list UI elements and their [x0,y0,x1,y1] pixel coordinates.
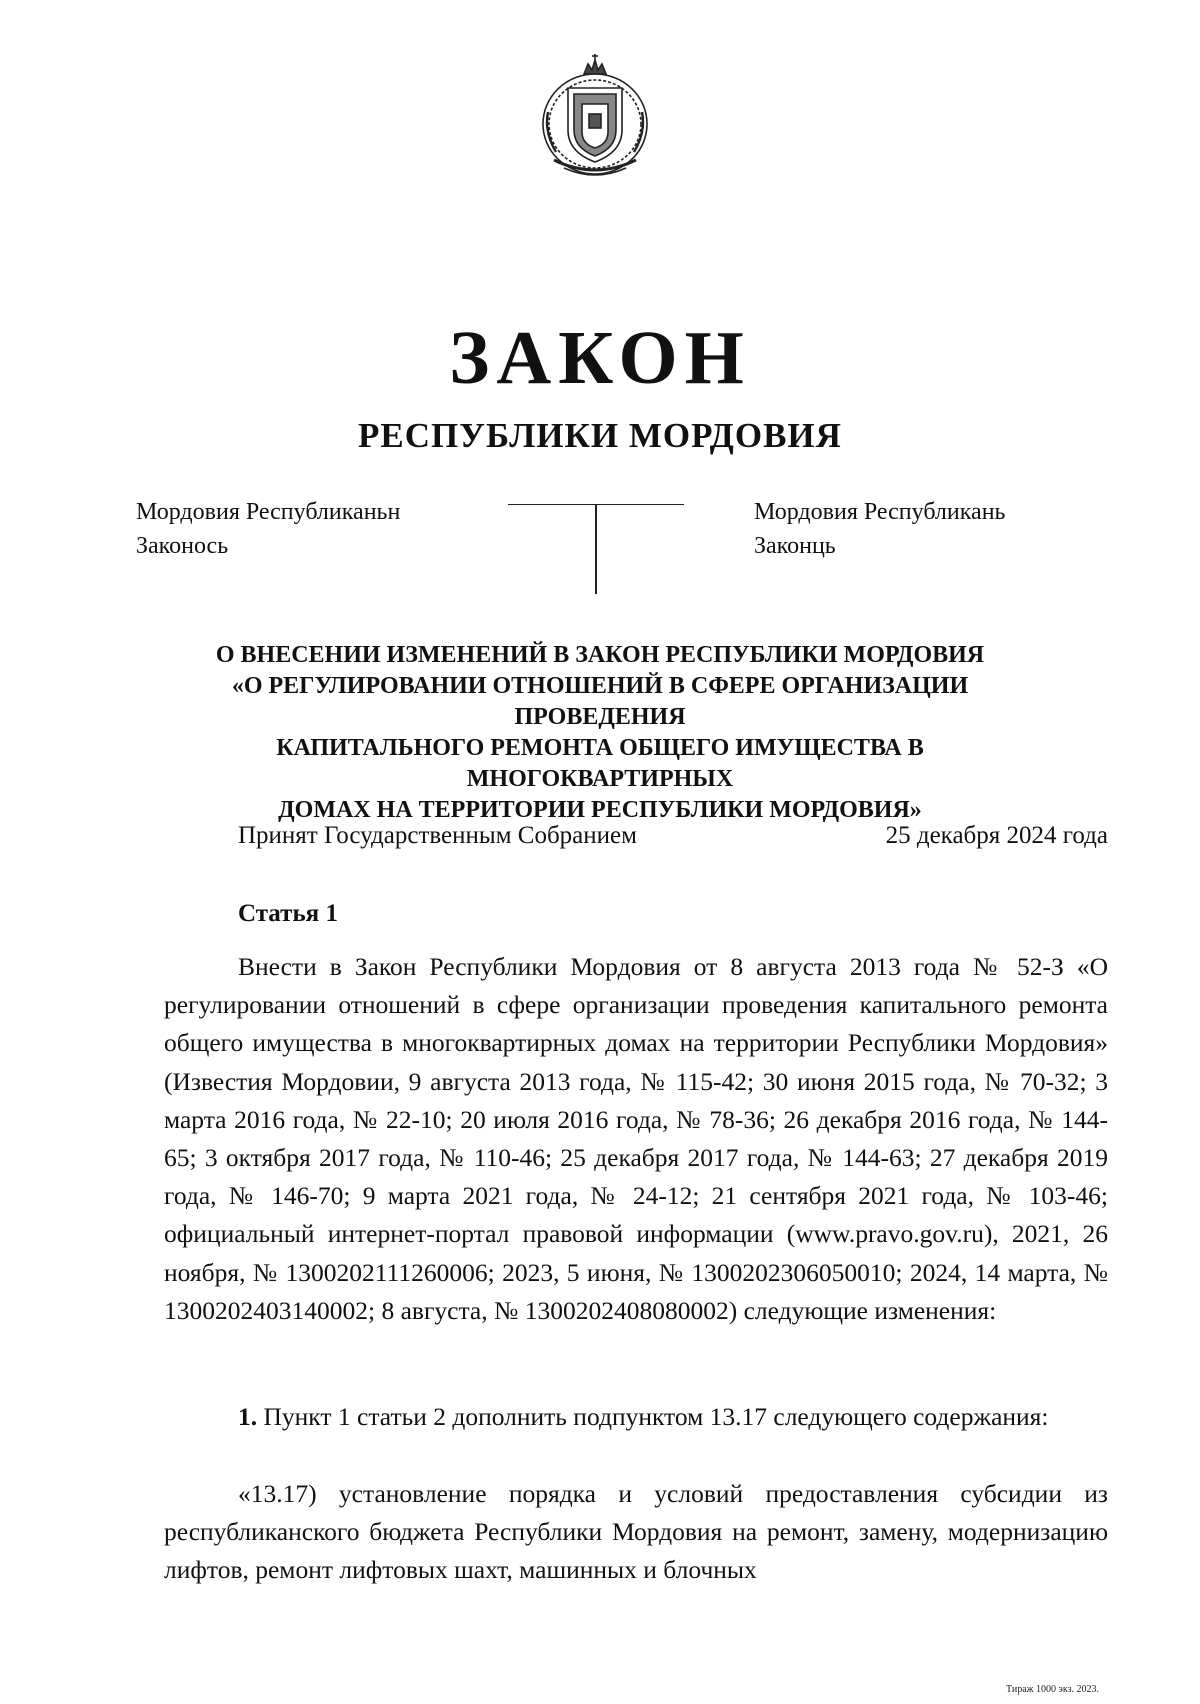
article-heading: Статья 1 [238,900,338,927]
adoption-line [238,820,1108,852]
left-heading [136,495,400,563]
paragraph-amendment-intro: Внести в Закон Республики Мордовия от 8 августа 2013 года № 52-З «О регулировании отношений в сфере организации проведения капитального ремонта общего имущества в многоквартирных домах на территории Республики Мордовия» (Известия Мордовии, 9 августа 2013 года, № 115-42; 30 июня 2015 года, № 70-32; 3 марта 2016 года, № 22-10; 20 июля 2016 года, № 78-36; 26 декабря 2016 года, № 144-65; 3 октября 2017 года, № 110-46; 25 декабря 2017 года, № 144-63; 27 декабря 2019 года, № 146-70; 9 марта 2021 года, № 24-12; 21 сентября 2021 года, № 103-46; официальный интернет-портал правовой информации (www.pravo.gov.ru), 2021, 26 ноября, № 1300202111260006; 2023, 5 июня, № 1300202306050010; 2024, 14 марта, № 1300202403140002; 8 августа, № 1300202408080002) следующие изменения: [164,952,1108,1325]
number-divider-vertical [595,504,597,594]
law-name-line3: КАПИТАЛЬНОГО РЕМОНТА ОБЩЕГО ИМУЩЕСТВА В МНОГОКВАРТИРНЫХ [276,735,924,792]
item-number: 1. [238,1402,258,1431]
adoption-label: Принят Государственным Собранием [238,822,637,849]
paragraph-subitem-13-17: «13.17) установление порядка и условий предоставления субсидии из республиканского бюджета Республики Мордовия на ремонт, замену, модернизацию лифтов, ремонт лифтовых шахт, машинных и блочных [164,1479,1108,1585]
paragraph-item-1 [164,1398,1108,1436]
law-subtitle: РЕСПУБЛИКИ МОРДОВИЯ [358,416,842,455]
right-heading-line1: Мордовия Республикань [754,499,1006,525]
law-name-line2: «О РЕГУЛИРОВАНИИ ОТНОШЕНИЙ В СФЕРЕ ОРГАНИЗАЦИИ ПРОВЕДЕНИЯ [231,673,969,730]
law-name-heading [150,640,1050,826]
law-name-line4: ДОМАХ НА ТЕРРИТОРИИ РЕСПУБЛИКИ МОРДОВИЯ» [278,797,922,823]
coat-of-arms-icon [534,52,656,184]
print-run-footer: Тираж 1000 экз. 2023. [1006,1684,1100,1695]
left-heading-line2: Законось [136,533,229,559]
adoption-date: 25 декабря 2024 года [885,822,1108,849]
item-text: Пункт 1 статьи 2 дополнить подпунктом 13.17 следующего содержания: [257,1402,1049,1431]
law-name-line1: О ВНЕСЕНИИ ИЗМЕНЕНИЙ В ЗАКОН РЕСПУБЛИКИ МОРДОВИЯ [215,642,985,668]
law-number-block [508,504,684,594]
right-heading [754,495,1005,563]
right-heading-line2: Законць [754,533,836,559]
left-heading-line1: Мордовия Республиканьн [136,499,401,525]
law-title: ЗАКОН [449,316,751,400]
